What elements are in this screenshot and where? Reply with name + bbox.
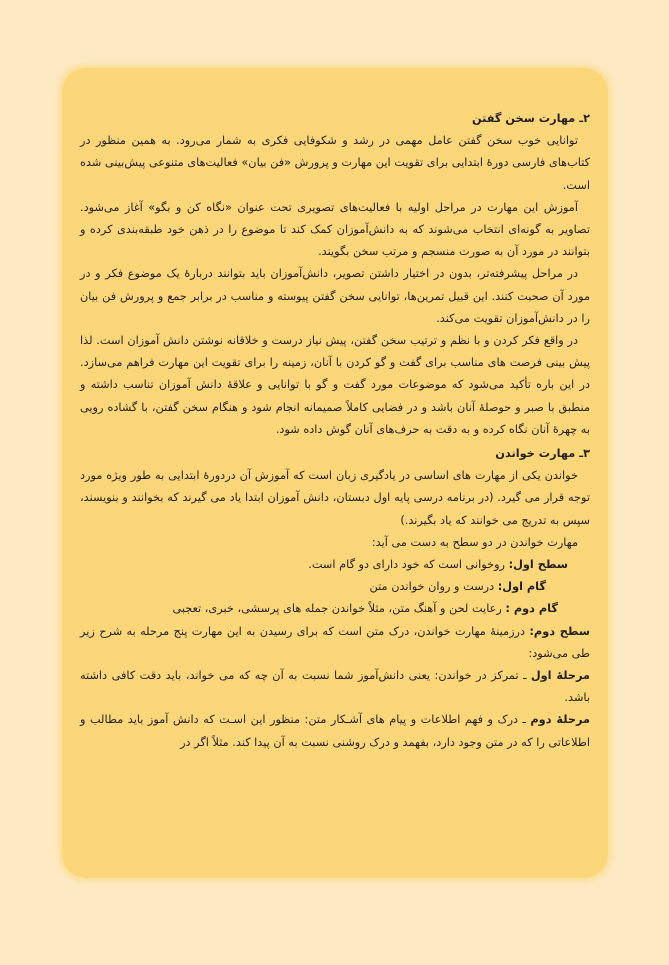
stage-two-label: مرحلهٔ دوم (530, 713, 590, 727)
step-two-text: رعایت لحن و آهنگ متن، مثلاً خواندن جمله های پرسشی، خبری، تعجبی (172, 602, 506, 616)
level-two-label: سطح دوم: (529, 624, 590, 638)
step-two (80, 598, 590, 620)
paragraph: در مراحل پیشرفته‌تر، بدون در اختیار داشتن تصویر، دانش‌آموزان باید بتوانند دربارهٔ یک موضوع فکر و در مورد آن صحبت کنند. این قبیل تمرین‌ها، توانایی سخن گفتن پیوسته و مناسب در برابر جمع و پرورش فن بیان را در دانش‌آموزان تقویت می‌کند. (80, 267, 590, 325)
step-one (80, 576, 590, 598)
step-two-label: گام دوم : (505, 602, 558, 616)
document-body (80, 108, 590, 754)
stage-two (80, 709, 590, 753)
stage-one (80, 665, 590, 709)
stage-two-text: ـ درک و فهم اطلاعات و پیام های آشـکار متن: منظور این اسـت که دانش آموز باید مطالب و اطلاعاتی را که در متن وجود دارد، بفهمد و درک روشنی نسبت به آن پیدا کند. مثلاً اگر در (80, 713, 590, 749)
level-one-text: روخوانی است که خود دارای دو گام است. (308, 558, 509, 572)
level-two-text: درزمینهٔ مهارت خواندن، درک متن است که برای رسیدن به این مهارت پنج مرحله به شرح زیر طی می‌شود: (80, 624, 590, 660)
section-heading-speaking: ۲ـ مهارت سخن گفتن (471, 112, 590, 125)
stage-one-text: ـ تمرکز در خواندن: یعنی دانش‌آموز شما نسبت به آن چه که می خواند، باید دقت کافی داشته باشد. (80, 669, 590, 705)
level-two (80, 621, 590, 665)
level-one (80, 554, 590, 576)
level-one-label: سطح اول: (508, 558, 568, 572)
section-heading-reading: ۳ـ مهارت خواندن (495, 447, 590, 461)
stage-one-label: مرحلهٔ اول (530, 669, 590, 683)
step-one-label: گام اول: (497, 580, 546, 594)
levels-intro: مهارت خواندن در دو سطح به دست می آید: (371, 535, 578, 549)
paragraph: آموزش این مهارت در مراحل اولیه با فعالیت‌های تصویری تحت عنوان «نگاه کن و بگو» آغاز می‌شود. تصاویر به گونه‌ای انتخاب می‌شوند که به دانش‌آموزان کمک کند تا موضوع را در ذهن خود طبقه‌بندی کرده و بتوانند در مورد آن به صورت منسجم و مرتب سخن بگویند. (80, 200, 590, 259)
paragraph: خواندن یکی از مهارت های اساسی در یادگیری زبان است که آموزش آن دردورهٔ ابتدایی به طور ویژه مورد توجه قرار می گیرد. (در برنامه درسی پایه اول دبستان، دانش آموزان ابتدا یاد می گیرند که بخوانند و بنویسند، سپس به تدریج می خوانند که یاد بگیرند.) (80, 469, 590, 527)
paragraph: در واقع فکر کردن و با نظم و ترتیب سخن گفتن، پیش نیاز درست و خلاقانه نوشتن دانش آموزان است. لذا پیش بینی فرصت های مناسب برای گفت و گو کردن با آنان، زمینه را برای تقویت این مهارت فراهم می‌سازد. در این باره تأکید می‌شود که موضوعات مورد گفت و گو با توانایی و علاقهٔ دانش آموزان تناسب داشته و منطبق با صبر و حوصلهٔ آنان باشد و در فضایی کاملاً صمیمانه انجام شود و هنگام سخن گفتن، با گشاده رویی به چهرهٔ آنان نگاه کرده و به دقت به حرف‌های آنان گوش داده شود. (80, 334, 590, 436)
step-one-text: درست و روان خواندن متن (369, 580, 498, 594)
paragraph: توانایی خوب سخن گفتن عامل مهمی در رشد و شکوفایی فکری به شمار می‌رود. به همین منظور در کتاب‌های فارسی دورهٔ ابتدایی برای تقویت این مهارت و پرورش «فن بیان» فعالیت‌های متنوعی پیش‌بینی شده است. (80, 134, 590, 192)
